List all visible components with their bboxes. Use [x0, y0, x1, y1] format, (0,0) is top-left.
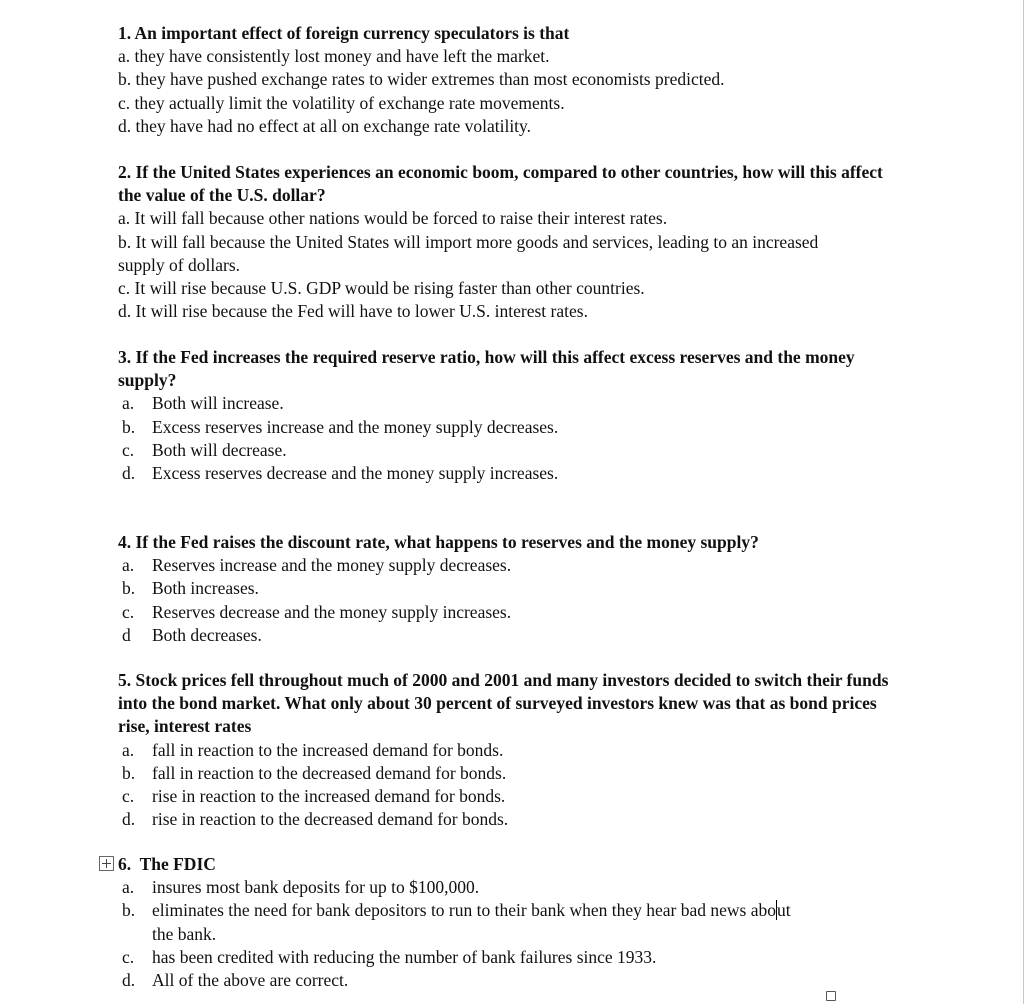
- question-2: [118, 161, 918, 323]
- question-6-option-c: [118, 946, 918, 969]
- question-4-text: If the Fed raises the discount rate, what happens to reserves and the money supply?: [135, 532, 759, 552]
- option-text-before-cursor: eliminates the need for bank depositors to run to their bank when they hear bad news abo: [152, 900, 776, 921]
- option-letter: b.: [122, 416, 136, 437]
- option-letter: a.: [122, 877, 135, 898]
- question-1: [118, 22, 918, 138]
- option-letter: a.: [122, 555, 135, 576]
- table-resize-handle-icon[interactable]: [826, 991, 836, 1001]
- option-letter: d.: [122, 463, 136, 484]
- question-3-option-c: [118, 439, 918, 462]
- question-1-text: An important effect of foreign currency speculators is that: [134, 23, 570, 43]
- option-text: Excess reserves decrease and the money supply increases.: [152, 463, 559, 484]
- option-letter: b.: [122, 762, 136, 783]
- table-move-handle-icon[interactable]: [99, 856, 114, 871]
- option-letter: d: [122, 624, 131, 645]
- question-1-option-c: c. they actually limit the volatility of exchange rate movements.: [118, 92, 565, 113]
- option-text: fall in reaction to the decreased demand for bonds.: [152, 762, 507, 783]
- option-letter: d.: [122, 809, 136, 830]
- question-4-option-a: [118, 554, 918, 577]
- question-1-option-d: d. they have had no effect at all on exchange rate volatility.: [118, 115, 532, 136]
- question-5-number: 5.: [118, 670, 132, 690]
- question-5-option-d: [118, 808, 918, 831]
- question-1-number: 1.: [118, 23, 132, 43]
- question-2-text: If the United States experiences an economic boom, compared to other countries, how will this affect the value of the U.S. dollar?: [118, 162, 883, 206]
- question-5-option-a: [118, 739, 918, 762]
- option-text: Reserves increase and the money supply decreases.: [152, 555, 512, 576]
- option-text: Excess reserves increase and the money supply decreases.: [152, 416, 559, 437]
- question-3-number: 3.: [118, 347, 132, 367]
- question-5-option-b: [118, 762, 918, 785]
- option-text: Both will decrease.: [152, 439, 287, 460]
- question-3-option-d: [118, 462, 918, 485]
- option-text: fall in reaction to the increased demand for bonds.: [152, 739, 504, 760]
- question-4-stem: [118, 531, 918, 554]
- option-letter: b.: [122, 578, 136, 599]
- question-1-option-b: b. they have pushed exchange rates to wider extremes than most economists predicted.: [118, 69, 725, 90]
- question-6-option-b: [118, 899, 918, 945]
- option-letter: c.: [122, 439, 135, 460]
- question-4-number: 4.: [118, 532, 132, 552]
- question-1-option-a: a. they have consistently lost money and have left the market.: [118, 46, 550, 67]
- question-2-option-b: b. It will fall because the United States will import more goods and services, leading to an increased supply of dollars.: [118, 231, 819, 275]
- option-text: rise in reaction to the decreased demand for bonds.: [152, 809, 509, 830]
- option-text[interactable]: [152, 899, 792, 945]
- question-6-stem: [118, 853, 918, 876]
- question-6: [118, 853, 918, 992]
- question-4-option-d: [118, 624, 918, 647]
- option-text: Both will increase.: [152, 393, 284, 414]
- option-letter: c.: [122, 786, 135, 807]
- question-3-option-b: [118, 416, 918, 439]
- question-2-option-c: c. It will rise because U.S. GDP would be rising faster than other countries.: [118, 278, 645, 299]
- question-4: [118, 531, 918, 647]
- option-text: insures most bank deposits for up to $100,000.: [152, 877, 480, 898]
- option-text: Both decreases.: [152, 624, 262, 645]
- question-3-option-a: [118, 392, 918, 415]
- question-4-option-c: [118, 601, 918, 624]
- option-letter: a.: [122, 393, 135, 414]
- question-1-stem: [118, 22, 918, 45]
- question-2-option-d: d. It will rise because the Fed will have to lower U.S. interest rates.: [118, 301, 588, 322]
- question-6-option-a: [118, 876, 918, 899]
- question-2-stem: [118, 161, 888, 207]
- option-text: rise in reaction to the increased demand for bonds.: [152, 786, 506, 807]
- question-5-text: Stock prices fell throughout much of 2000 and 2001 and many investors decided to switch their funds into the bond market. What only about 30 percent of surveyed investors knew was that as bond prices rise, interest rates: [118, 670, 889, 737]
- question-5-option-c: [118, 785, 918, 808]
- question-6-option-d: [118, 969, 918, 992]
- option-letter: a.: [122, 739, 135, 760]
- option-letter: c.: [122, 946, 135, 967]
- option-text: has been credited with reducing the number of bank failures since 1933.: [152, 946, 657, 967]
- option-letter: c.: [122, 601, 135, 622]
- question-3-text: If the Fed increases the required reserve ratio, how will this affect excess reserves and the money supply?: [118, 347, 855, 391]
- option-letter: d.: [122, 970, 136, 991]
- option-text: All of the above are correct.: [152, 970, 349, 991]
- question-6-number: 6.: [118, 854, 132, 874]
- option-letter: b.: [122, 900, 136, 921]
- option-text-after-cursor: ut the bank.: [152, 900, 791, 944]
- question-2-number: 2.: [118, 162, 132, 182]
- question-5-stem: [118, 669, 903, 739]
- option-text: Both increases.: [152, 578, 259, 599]
- question-3-stem: [118, 346, 888, 392]
- question-4-option-b: [118, 577, 918, 600]
- option-text: Reserves decrease and the money supply increases.: [152, 601, 512, 622]
- question-6-text: The FDIC: [139, 854, 216, 874]
- question-5: [118, 669, 918, 831]
- question-2-option-a: a. It will fall because other nations would be forced to raise their interest rates.: [118, 208, 668, 229]
- question-3: [118, 346, 918, 485]
